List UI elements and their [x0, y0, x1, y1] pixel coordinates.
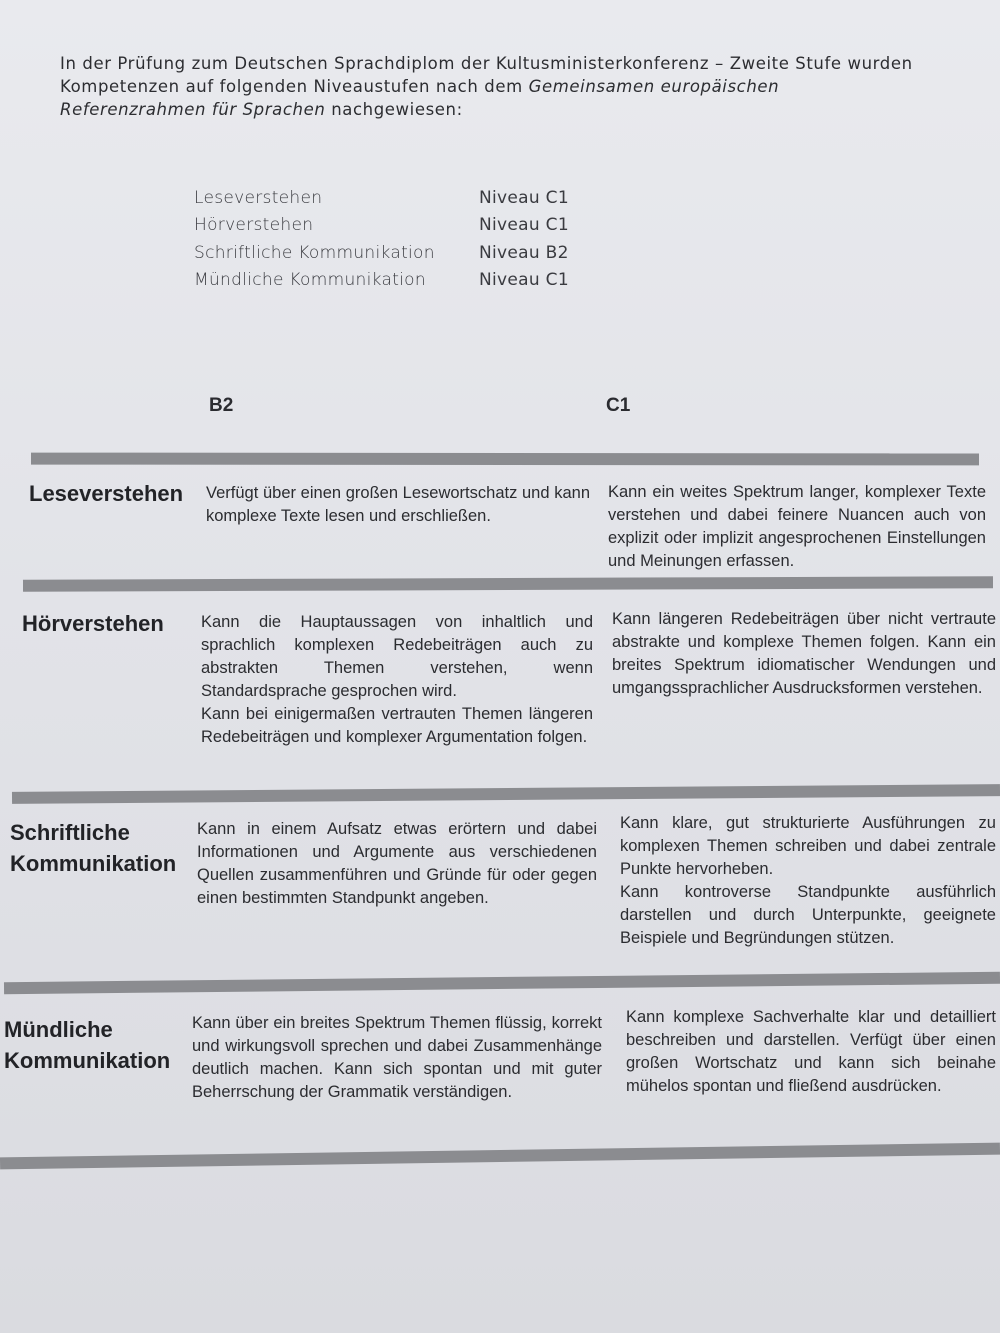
cell-leseverstehen-b2 [206, 482, 590, 528]
cell-muendliche-b2 [192, 1012, 602, 1104]
level-skill: Hörverstehen [194, 215, 314, 236]
cell-muendliche-c1 [626, 1006, 996, 1098]
row-label-muendliche-kommunikation [4, 1014, 170, 1076]
cell-text: Kann klare, gut strukturierte Ausführungen zu komplexen Themen schreiben und dabei zentrale Punkte hervorheben. [620, 814, 996, 878]
level-row-hoerverstehen [194, 212, 614, 240]
cell-text: Kann komplexe Sachverhalte klar und detailliert beschreiben und darstellen. Verfügt über einen großen Wortschatz und kann sich beinahe mühelos spontan und fließend ausdrücken. [626, 1008, 996, 1095]
cell-text: Kann über ein breites Spektrum Themen flüssig, korrekt und wirkungsvoll sprechen und dabei Zusammenhänge deutlich machen. Kann sich spontan und mit guter Beherrschung der Grammatik verständigen. [192, 1014, 602, 1101]
row-label-line: Kommunikation [4, 1048, 171, 1073]
table-divider [23, 576, 993, 591]
level-value: Niveau C1 [479, 270, 569, 291]
table-divider [12, 784, 1000, 804]
table-divider [31, 453, 979, 466]
level-value: Niveau B2 [479, 242, 569, 263]
level-list [194, 184, 614, 294]
cell-text: Kann kontroverse Standpunkte ausführlich darstellen und durch Unterpunkte, geeignete Beispiele und Begründungen stützen. [620, 883, 996, 947]
row-label-leseverstehen: Leseverstehen [29, 481, 184, 506]
table-divider [0, 1143, 1000, 1170]
cell-hoerverstehen-c1 [612, 608, 996, 700]
column-header-b2: B2 [209, 395, 234, 416]
cell-text: Kann die Hauptaussagen von inhaltlich und sprachlich komplexen Redebeiträgen auch zu abstrakten Themen verstehen, wenn Standardsprache gesprochen wird. [201, 613, 593, 700]
intro-text-2: nachgewiesen: [325, 100, 463, 119]
intro-emphasis: Gemeinsamen europäischen Referenzrahmen für Sprachen [60, 77, 780, 119]
level-value: Niveau C1 [479, 187, 569, 208]
cell-text: Kann bei einigermaßen vertrauten Themen längeren Redebeiträgen und komplexer Argumentation folgen. [201, 705, 593, 746]
row-label-hoerverstehen: Hörverstehen [22, 611, 164, 636]
cell-schriftliche-c1 [620, 812, 996, 950]
cell-schriftliche-b2 [197, 818, 597, 910]
row-label-schriftliche-kommunikation [10, 817, 176, 879]
cell-text: Kann in einem Aufsatz etwas erörtern und dabei Informationen und Argumente aus verschiedenen Quellen zusammenführen und Gründe für oder gegen einen bestimmten Standpunkt angeben. [197, 820, 597, 907]
cell-text: Verfügt über einen großen Lesewortschatz und kann komplexe Texte lesen und erschließen. [206, 484, 590, 525]
level-skill: Mündliche Kommunikation [194, 270, 426, 291]
intro-text-1: In der Prüfung zum Deutschen Sprachdiplom der Kultusministerkonferenz – Zweite Stufe wurden Kompetenzen auf folgenden Niveaustufen nach dem [60, 54, 913, 96]
cell-text: Kann längeren Redebeiträgen über nicht vertraute abstrakte und komplexe Themen folgen. Kann ein breites Spektrum idiomatischer Wendungen und umgangssprachlicher Ausdrucksformen verstehen. [612, 610, 996, 697]
level-row-schriftliche [194, 239, 614, 267]
level-skill: Leseverstehen [194, 187, 323, 208]
table-divider [4, 972, 1000, 994]
cell-leseverstehen-c1 [608, 481, 986, 573]
level-skill: Schriftliche Kommunikation [194, 242, 435, 263]
intro-paragraph [60, 52, 930, 121]
column-header-c1: C1 [606, 395, 631, 416]
level-row-leseverstehen [194, 184, 614, 212]
row-label-line: Mündliche [4, 1017, 113, 1042]
cell-hoerverstehen-b2 [201, 611, 593, 749]
row-label-line: Schriftliche [10, 820, 130, 845]
cell-text: Kann ein weites Spektrum langer, komplexer Texte verstehen und dabei feinere Nuancen auch von explizit oder implizit angesprochenen Einstellungen und Meinungen erfassen. [608, 483, 986, 570]
level-row-muendliche [194, 267, 614, 295]
level-value: Niveau C1 [479, 215, 569, 236]
row-label-line: Kommunikation [10, 851, 177, 876]
